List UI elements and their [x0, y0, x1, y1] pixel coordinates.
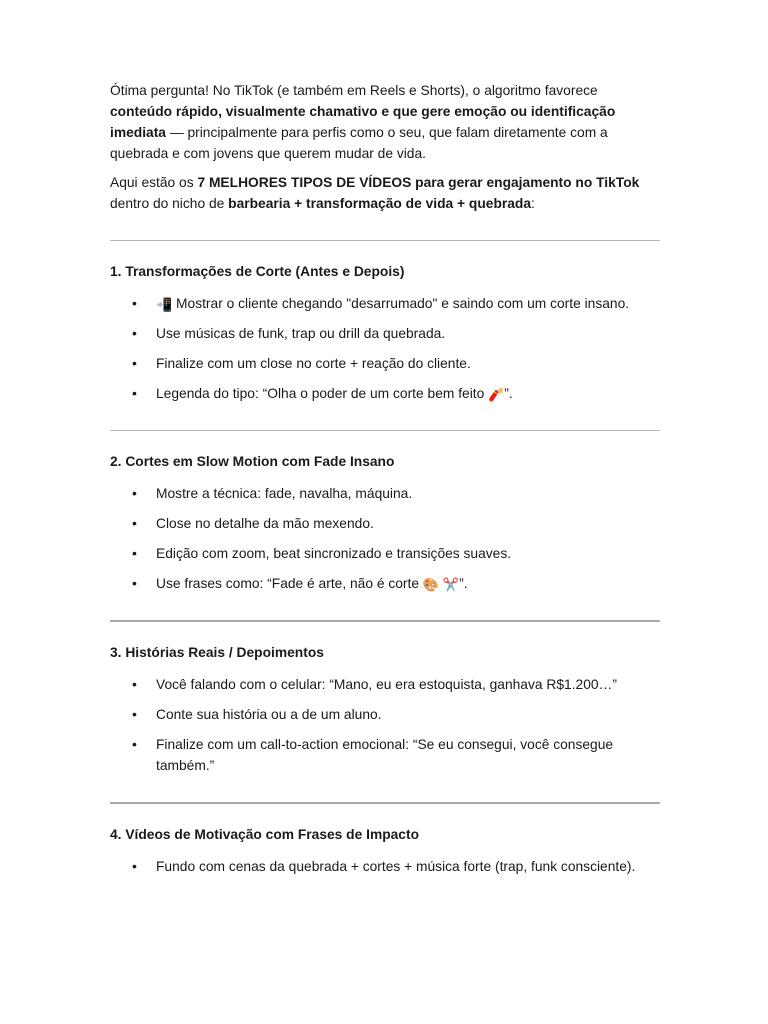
scissors-icon: ✂️ [442, 577, 460, 592]
section-title: 3. Histórias Reais / Depoimentos [110, 645, 324, 660]
summary-text: : [531, 196, 535, 211]
list-item-text: Você falando com o celular: “Mano, eu era estoquista, ganhava R$1.200…” [156, 677, 617, 692]
list-item-text: Edição com zoom, beat sincronizado e transições suaves. [156, 546, 512, 561]
list-item [110, 674, 660, 695]
list-item [110, 704, 660, 725]
summary-text: Aqui estão os [110, 175, 198, 190]
intro-text: — principalmente para perfis como o seu, que falam diretamente com a quebrada e com jovens que querem mudar de vida. [110, 125, 608, 161]
list-item [110, 573, 660, 594]
list-item-text: Use frases como: “Fade é arte, não é corte [156, 576, 423, 591]
list-item [110, 353, 660, 374]
section-list [110, 483, 660, 594]
artist-palette-icon: 🎨 [422, 577, 440, 592]
intro-paragraph [110, 80, 660, 164]
list-item-text: ”. [504, 386, 513, 401]
list-item-text: Mostrar o cliente chegando "desarrumado" e saindo com um corte insano. [176, 296, 630, 311]
list-item [110, 293, 660, 314]
list-item-text: ”. [459, 576, 468, 591]
list-item-text: Mostre a técnica: fade, navalha, máquina. [156, 486, 413, 501]
list-item-text: Conte sua história ou a de um aluno. [156, 707, 382, 722]
divider [110, 620, 660, 622]
divider [110, 430, 660, 431]
section-list [110, 856, 660, 877]
section-title: 4. Vídeos de Motivação com Frases de Impacto [110, 827, 420, 842]
list-item-text: Fundo com cenas da quebrada + cortes + música forte (trap, funk consciente). [156, 859, 636, 874]
list-item [110, 543, 660, 564]
list-item-text: Use músicas de funk, trap ou drill da quebrada. [156, 326, 446, 341]
list-item [110, 513, 660, 534]
firecracker-icon: 🧨 [488, 387, 505, 402]
list-item [110, 483, 660, 504]
summary-text: dentro do nicho de [110, 196, 229, 211]
list-item-text: Finalize com um call-to-action emocional: “Se eu consegui, você consegue também.” [156, 737, 614, 773]
section-title: 2. Cortes em Slow Motion com Fade Insano [110, 454, 395, 469]
section-list [110, 674, 660, 776]
niche-bold-text: barbearia + transformação de vida + quebrada [228, 196, 532, 211]
intro-bold-text: conteúdo rápido, visualmente chamativo e que gere emoção ou identificação imediata [110, 104, 616, 140]
summary-bold-text: 7 MELHORES TIPOS DE VÍDEOS para gerar engajamento no TikTok [197, 175, 640, 190]
mobile-arrow-icon: 📲 [156, 297, 173, 312]
summary-paragraph [110, 172, 660, 214]
list-item [110, 323, 660, 344]
list-item [110, 383, 660, 404]
intro-text: Ótima pergunta! No TikTok (e também em Reels e Shorts), o algoritmo favorece [110, 83, 598, 98]
divider [110, 802, 660, 804]
list-item-text: Finalize com um close no corte + reação do cliente. [156, 356, 471, 371]
list-item-text: Close no detalhe da mão mexendo. [156, 516, 374, 531]
list-item [110, 856, 660, 877]
section-list [110, 293, 660, 404]
section-title: 1. Transformações de Corte (Antes e Depois) [110, 264, 405, 279]
list-item [110, 734, 660, 776]
document-page [110, 80, 660, 886]
divider [110, 240, 660, 241]
list-item-text: Legenda do tipo: “Olha o poder de um corte bem feito [156, 386, 489, 401]
